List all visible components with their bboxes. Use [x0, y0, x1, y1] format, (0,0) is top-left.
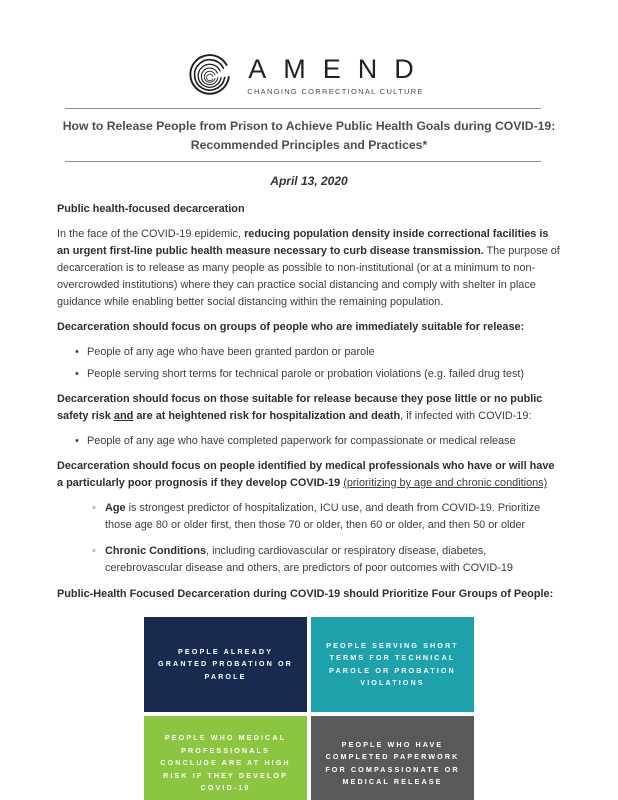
- list-item: ◦ Age is strongest predictor of hospitalization, ICU use, and death from COVID-19. Prioritize those age 80 or older first, then those 70 or older, then 60 or older, and then 50 or older: [92, 502, 541, 531]
- subheading-poor-prognosis: Decarceration should focus on people identified by medical professionals who have or will have a particularly poor prognosis if they develop COVID-19 (prioritizing by age and chronic conditions): [57, 460, 555, 489]
- list-item: • People serving short terms for technical parole or probation violations (e.g. failed drug test): [57, 366, 562, 383]
- bullet-icon: •: [75, 435, 79, 447]
- list-item: • People of any age who have completed paperwork for compassionate or medical release: [57, 433, 562, 450]
- bullet-list-immediate: [57, 344, 562, 383]
- bullet-icon: •: [75, 346, 79, 358]
- swirl-icon: [187, 53, 233, 99]
- document-title-line1: How to Release People from Prison to Achieve Public Health Goals during COVID-19:: [62, 119, 556, 133]
- circle-bullet-icon: ◦: [92, 545, 96, 557]
- priority-grid: [144, 617, 474, 800]
- document-title: [0, 117, 618, 155]
- subheading-four-groups: Public-Health Focused Decarceration during COVID-19 should Prioritize Four Groups of People:: [57, 588, 554, 600]
- section-heading: Public health-focused decarceration: [57, 203, 245, 215]
- grid-box-high-risk: PEOPLE WHO MEDICAL PROFESSIONALS CONCLUDE ARE AT HIGH RISK IF THEY DEVELOP COVID-19: [144, 716, 307, 800]
- brand-tagline: CHANGING CORRECTIONAL CULTURE: [247, 87, 424, 96]
- circle-bullet-icon: ◦: [92, 502, 96, 514]
- document-body: [57, 201, 562, 603]
- subheading-immediate-release: Decarceration should focus on groups of people who are immediately suitable for release:: [57, 321, 525, 333]
- divider-top: [65, 108, 541, 109]
- divider-bottom: [65, 161, 541, 162]
- document-date: April 13, 2020: [270, 174, 348, 188]
- subheading-low-risk: Decarceration should focus on those suitable for release because they pose little or no public safety risk and are at heightened risk for hospitalization and death, if infected with COVID-19:: [57, 393, 543, 422]
- bullet-icon: •: [75, 368, 79, 380]
- intro-paragraph: In the face of the COVID-19 epidemic, reducing population density inside correctional facilities is an urgent first-line public health measure necessary to curb disease transmission. The purpose of decarceration is to release as many people as possible to non-institutional (or at a minimum to non-overcrowded institutions) where they can practice social distancing and comply with shelter in place guidance while enabling better social distancing within the remaining population.: [57, 228, 560, 308]
- amend-logo: [0, 0, 618, 99]
- grid-box-probation-parole: PEOPLE ALREADY GRANTED PROBATION OR PAROLE: [144, 617, 307, 712]
- list-item: ◦ Chronic Conditions, including cardiovascular or respiratory disease, diabetes, cerebrovascular disease and others, are predictors of poor outcomes with COVID-19: [92, 545, 513, 574]
- brand-name: AMEND: [248, 54, 431, 84]
- list-item: • People of any age who have been granted pardon or parole: [57, 344, 562, 361]
- sub-bullet-list: [57, 500, 562, 577]
- grid-box-technical-violations: PEOPLE SERVING SHORT TERMS FOR TECHNICAL PAROLE OR PROBATION VIOLATIONS: [311, 617, 474, 712]
- document-title-line2: Recommended Principles and Practices*: [190, 138, 428, 152]
- grid-box-medical-release: PEOPLE WHO HAVE COMPLETED PAPERWORK FOR COMPASSIONATE OR MEDICAL RELEASE: [311, 716, 474, 800]
- bullet-list-compassionate: [57, 433, 562, 450]
